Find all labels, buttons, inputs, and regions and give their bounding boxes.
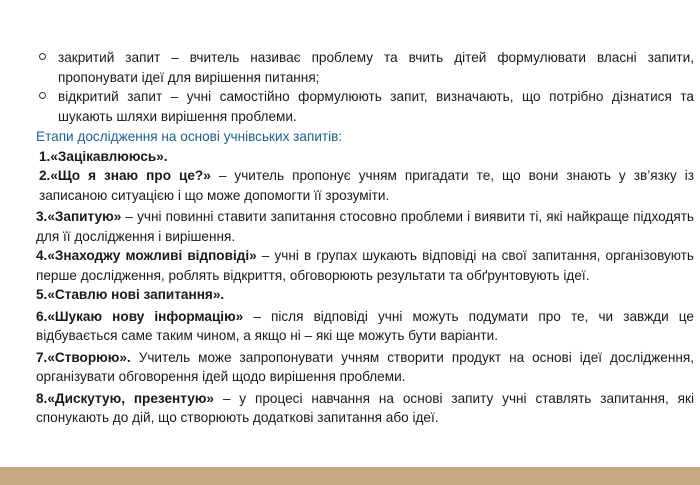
stage-5	[36, 285, 694, 305]
stage-title: 1.«Зацікавлююсь».	[39, 148, 168, 164]
bullet-text: відкритий запит – учні самостійно формулюють запит, визначають, що потрібно дізнатися та шукають шляхи вирішення проблеми.	[58, 89, 694, 124]
list-item	[36, 87, 694, 126]
section-heading: Етапи дослідження на основі учнівських запитів:	[36, 129, 343, 144]
stage-title: 8.«Дискутую, презентую»	[36, 390, 214, 406]
stage-7	[36, 348, 694, 387]
stage-title: 6.«Шукаю нову інформацію»	[36, 308, 244, 324]
stage-6	[36, 307, 694, 346]
stage-text: – учні повинні ставити запитання стосовно проблеми і виявити ті, які найкраще підходять для її дослідження і вирішення.	[36, 209, 694, 244]
list-item	[36, 48, 694, 87]
stage-8	[36, 389, 694, 428]
stage-title: 5.«Ставлю нові запитання».	[36, 287, 225, 302]
request-types-list	[36, 48, 694, 126]
stage-title: 2.«Що я знаю про це?»	[39, 168, 211, 183]
slide-content	[36, 48, 694, 428]
stage-4	[36, 246, 694, 285]
circle-bullet-icon	[39, 92, 46, 99]
stage-1	[36, 147, 694, 167]
stage-title: 7.«Створюю».	[36, 349, 131, 365]
circle-bullet-icon	[39, 53, 46, 60]
stage-text: – у процесі навчання на основі запиту учні ставлять запитання, які спонукають до дій, що створюють додаткові запитання або ідеї.	[36, 390, 694, 425]
stage-text: – учні в групах шукають відповіді на свої запитання, організовують перше дослідження, роблять відкриття, обговорюють результати та обґрунтовують ідеї.	[36, 248, 694, 283]
bullet-text: закритий запит – вчитель називає проблему та вчить дітей формулювати власні запити, пропонувати ідеї для вирішення питання;	[58, 50, 694, 85]
stage-text: – учитель пропонує учням пригадати те, що вони знають у зв’язку із записаною ситуацією і що може допомогти її зрозуміти.	[39, 168, 694, 203]
footer-bar	[0, 467, 700, 485]
stage-text: – після відповіді учні можуть подумати про те, чи завжди це відбувається саме таким чином, а якщо ні – які ще можуть бути варіанти.	[36, 308, 694, 343]
stage-2	[36, 166, 694, 205]
stage-3	[36, 207, 694, 246]
stage-title: 3.«Запитую»	[36, 209, 122, 224]
stage-title: 4.«Знаходжу можливі відповіді»	[36, 248, 257, 263]
stage-text: Учитель може запропонувати учням створити продукт на основі ідеї дослідження, організувати обговорення ідей щодо вирішення проблеми.	[36, 349, 694, 384]
